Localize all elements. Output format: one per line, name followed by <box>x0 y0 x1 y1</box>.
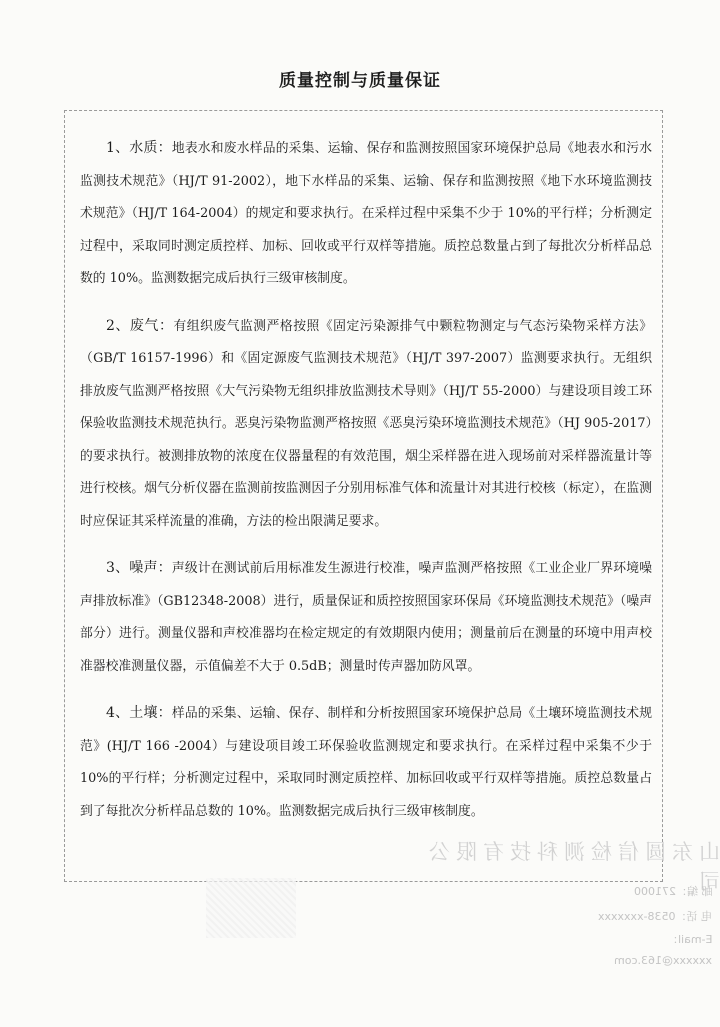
section-text: 样品的采集、运输、保存、制样和分析按照国家环境保护总局《土壤环境监测技术规范》(HJ/T 166 -2004）与建设项目竣工环保验收监测规定和要求执行。在采样过程中采集不少于 10%的平行样；分析测定过程中，采取同时测定质控样、加标回收或平行双样等措施。质控总数量占到了每批次分析样品总数的 10%。监测数据完成后执行三级审核制度。 <box>80 706 652 819</box>
section-heading: 2、废气： <box>106 317 174 334</box>
faint-stamp-mark <box>206 878 296 938</box>
section-water <box>80 132 652 296</box>
section-text: 有组织废气监测严格按照《固定污染源排气中颗粒物测定与气态污染物采样方法》（GB/T 16157-1996）和《固定源废气监测技术规范》（HJ/T 397-2007）监测要求执行。无组织排放废气监测严格按照《大气污染物无组织排放监测技术导则》（HJ/T 55-2000）与建设项目竣工环保验收监测技术规范执行。恶臭污染物监测严格按照《恶臭污染环境监测技术规范》（HJ 905-2017）的要求执行。被测排放物的浓度在仪器量程的有效范围，烟尘采样器在进入现场前对采样器流量计等进行校核。烟气分析仪器在监测前按监测因子分别用标准气体和流量计对其进行校核（标定），在监测时应保证其采样流量的准确，方法的检出限满足要求。 <box>80 318 652 529</box>
section-text: 声级计在测试前后用标准发生源进行校准，噪声监测严格按照《工业企业厂界环境噪声排放标准》（GB12348-2008）进行，质量保证和质控按照国家环保局《环境监测技术规范》（噪声部分）进行。测量仪器和声校准器均在检定规定的有效期限内使用；测量前后在测量的环境中用声校准器校准测量仪器，示值偏差不大于 0.5dB；测量时传声器加防风罩。 <box>80 561 652 674</box>
footer-email: xxxxxx@163.com <box>613 954 712 967</box>
section-exhaust-gas <box>80 310 652 539</box>
footer-email-label: E-mail： <box>666 933 712 946</box>
section-noise <box>80 552 652 683</box>
page-title: 质量控制与质量保证 <box>279 71 441 91</box>
section-text: 地表水和废水样品的采集、运输、保存和监测按照国家环境保护总局《地表水和污水监测技术规范》（HJ/T 91-2002），地下水样品的采集、运输、保存和监测按照《地下水环境监测技术规范》（HJ/T 164-2004）的规定和要求执行。在采样过程中采集不少于 10%的平行样；分析测定过程中，采取同时测定质控样、加标、回收或平行双样等措施。质控总数量占到了每批次分析样品总数的 10%。监测数据完成后执行三级审核制度。 <box>80 141 652 286</box>
company-name: 山东圆信检测科技有限公司 <box>423 840 720 894</box>
document-body <box>80 132 652 842</box>
section-heading: 4、土壤： <box>106 705 172 721</box>
section-heading: 3、噪声： <box>106 560 172 576</box>
footer-postcode: 邮 编：271000 <box>633 885 712 898</box>
footer-phone: 电 话：0538-xxxxxxx <box>597 910 712 923</box>
section-soil <box>80 697 652 828</box>
show-through-footer <box>402 828 720 998</box>
section-heading: 1、水质： <box>106 140 172 156</box>
